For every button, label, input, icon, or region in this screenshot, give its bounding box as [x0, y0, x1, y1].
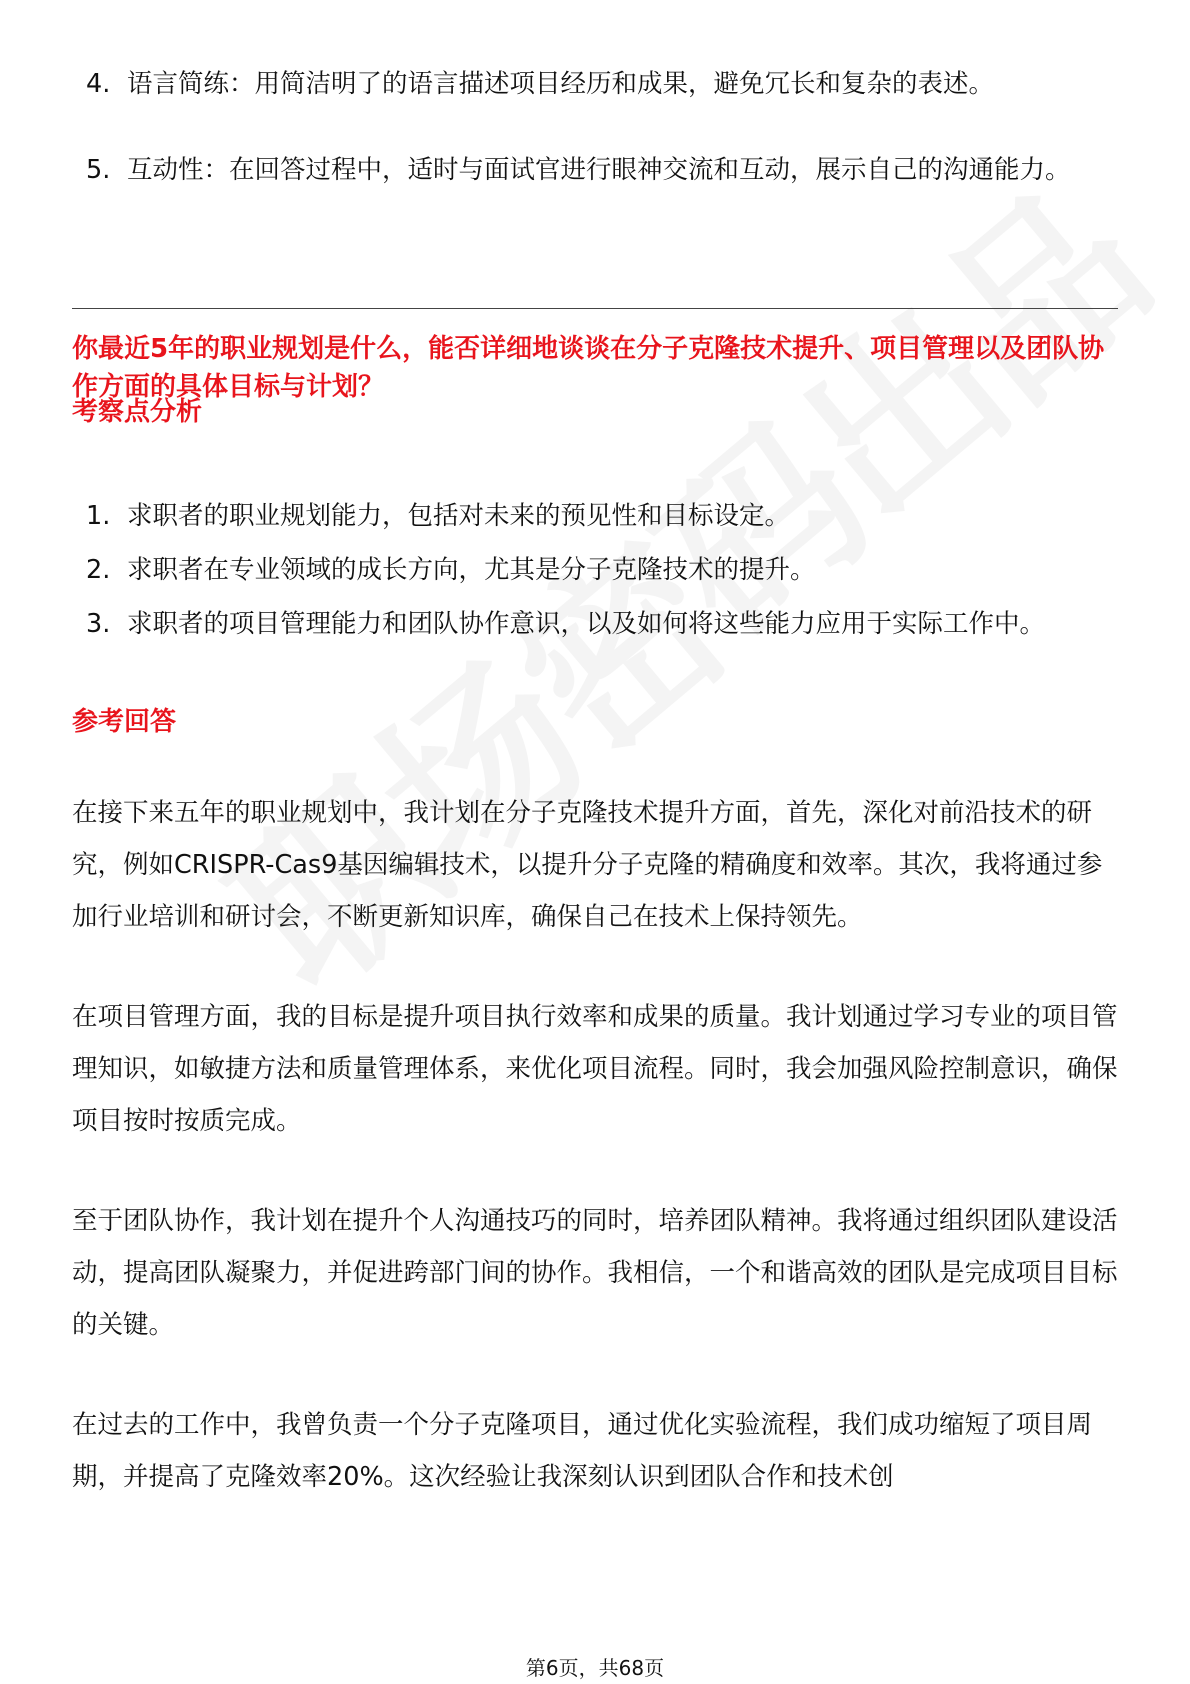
top-list-section — [72, 58, 1118, 230]
list-item — [72, 544, 1118, 596]
list-number: 5. — [86, 155, 111, 185]
analysis-list — [72, 490, 1118, 650]
list-text: 互动性：在回答过程中，适时与面试官进行眼神交流和互动，展示自己的沟通能力。 — [127, 155, 1071, 185]
list-item — [72, 144, 1118, 196]
page-footer: 第6页，共68页 — [525, 1656, 665, 1680]
list-text: 语言简练：用简洁明了的语言描述项目经历和成果，避免冗长和复杂的表述。 — [127, 69, 995, 99]
analysis-title: 考察点分析 — [72, 397, 203, 427]
answer-paragraph: 在接下来五年的职业规划中，我计划在分子克隆技术提升方面，首先，深化对前沿技术的研究，例如CRISPR-Cas9基因编辑技术，以提升分子克隆的精确度和效率。其次，我将通过参加行业培训和研讨会，不断更新知识库，确保自己在技术上保持领先。 — [72, 798, 1103, 932]
answer-section — [72, 787, 1118, 1551]
list-number: 2. — [86, 555, 111, 585]
tips-list — [72, 58, 1118, 196]
list-number: 3. — [86, 609, 111, 639]
list-number: 1. — [86, 501, 111, 531]
answer-paragraph: 至于团队协作，我计划在提升个人沟通技巧的同时，培养团队精神。我将通过组织团队建设活动，提高团队凝聚力，并促进跨部门间的协作。我相信，一个和谐高效的团队是完成项目目标的关键。 — [72, 1206, 1118, 1340]
answer-paragraph: 在过去的工作中，我曾负责一个分子克隆项目，通过优化实验流程，我们成功缩短了项目周期，并提高了克隆效率20%。这次经验让我深刻认识到团队合作和技术创 — [72, 1410, 1093, 1492]
list-text: 求职者的项目管理能力和团队协作意识，以及如何将这些能力应用于实际工作中。 — [127, 609, 1046, 639]
list-item — [72, 490, 1118, 542]
list-number: 4. — [86, 69, 111, 99]
list-item — [72, 598, 1118, 650]
list-text: 求职者的职业规划能力，包括对未来的预见性和目标设定。 — [127, 501, 791, 531]
analysis-section — [72, 490, 1118, 652]
section-divider — [72, 308, 1118, 309]
answer-title: 参考回答 — [72, 707, 177, 737]
list-text: 求职者在专业领域的成长方向，尤其是分子克隆技术的提升。 — [127, 555, 816, 585]
answer-paragraph: 在项目管理方面，我的目标是提升项目执行效率和成果的质量。我计划通过学习专业的项目管理知识，如敏捷方法和质量管理体系，来优化项目流程。同时，我会加强风险控制意识，确保项目按时按质完成。 — [72, 1002, 1118, 1136]
list-item — [72, 58, 1118, 110]
question-heading: 你最近5年的职业规划是什么，能否详细地谈谈在分子克隆技术提升、项目管理以及团队协作方面的具体目标与计划？ — [72, 334, 1105, 402]
